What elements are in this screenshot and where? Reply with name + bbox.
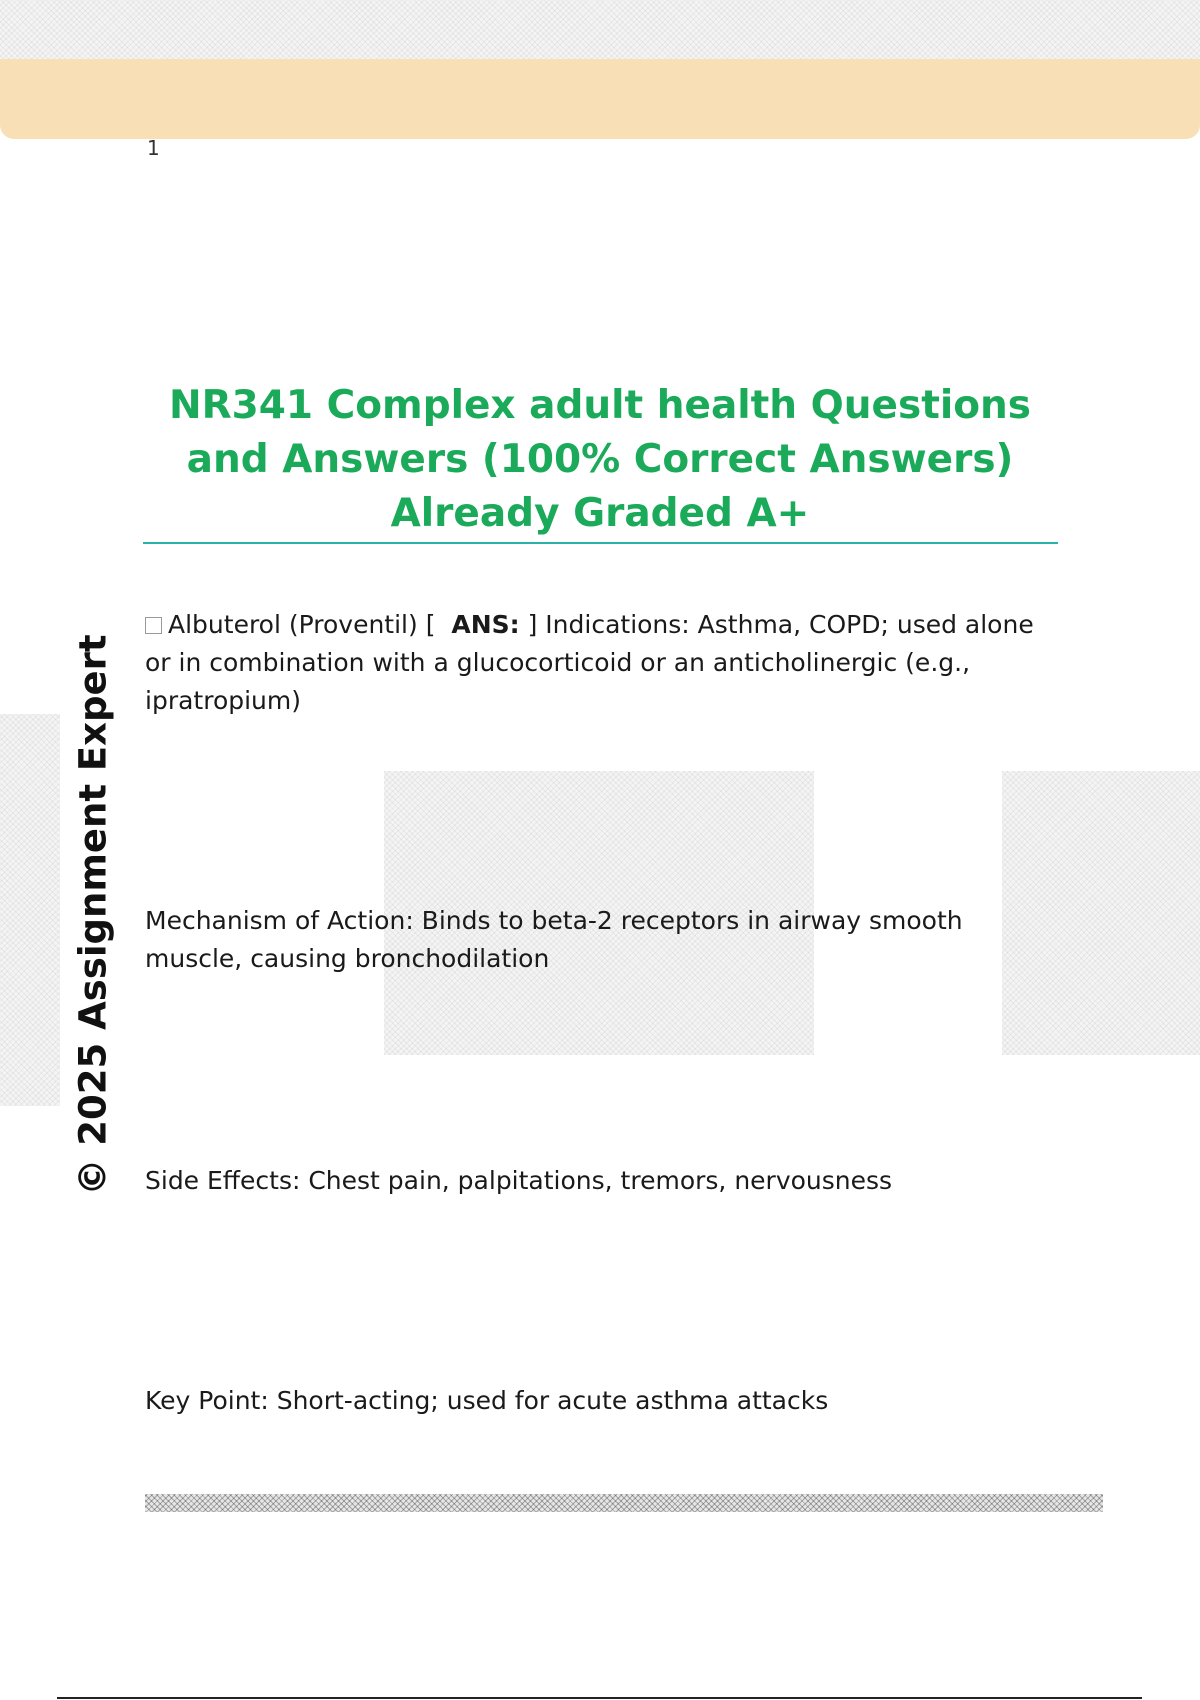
mechanism-text: Mechanism of Action: Binds to beta-2 receptors in airway smooth muscle, causing bronchodilation bbox=[145, 906, 963, 973]
side-effects-text: Side Effects: Chest pain, palpitations, tremors, nervousness bbox=[145, 1166, 893, 1195]
footer-rule bbox=[57, 1697, 1142, 1699]
document-title: NR341 Complex adult health Questions and Answers (100% Correct Answers) Already Graded A+ bbox=[168, 383, 1032, 536]
title-underline bbox=[143, 542, 1058, 544]
top-texture bbox=[0, 0, 1200, 62]
question-entry bbox=[145, 606, 1065, 720]
key-point-text: Key Point: Short-acting; used for acute asthma attacks bbox=[145, 1386, 829, 1415]
page-number: 1 bbox=[147, 136, 160, 160]
copyright-watermark: © 2025 Assignment Expert bbox=[71, 634, 115, 1196]
question-lead: Albuterol (Proventil) [ bbox=[168, 610, 436, 639]
section-separator bbox=[145, 1494, 1103, 1512]
header-band bbox=[0, 59, 1200, 139]
answer-label: ANS: bbox=[451, 610, 520, 639]
left-texture bbox=[0, 714, 60, 1106]
answer-indications: ] Indications: Asthma, COPD; used alone or in combination with a glucocorticoid or an anticholinergic (e.g., ipratropium) bbox=[145, 610, 1034, 715]
checkbox-icon bbox=[145, 617, 162, 634]
